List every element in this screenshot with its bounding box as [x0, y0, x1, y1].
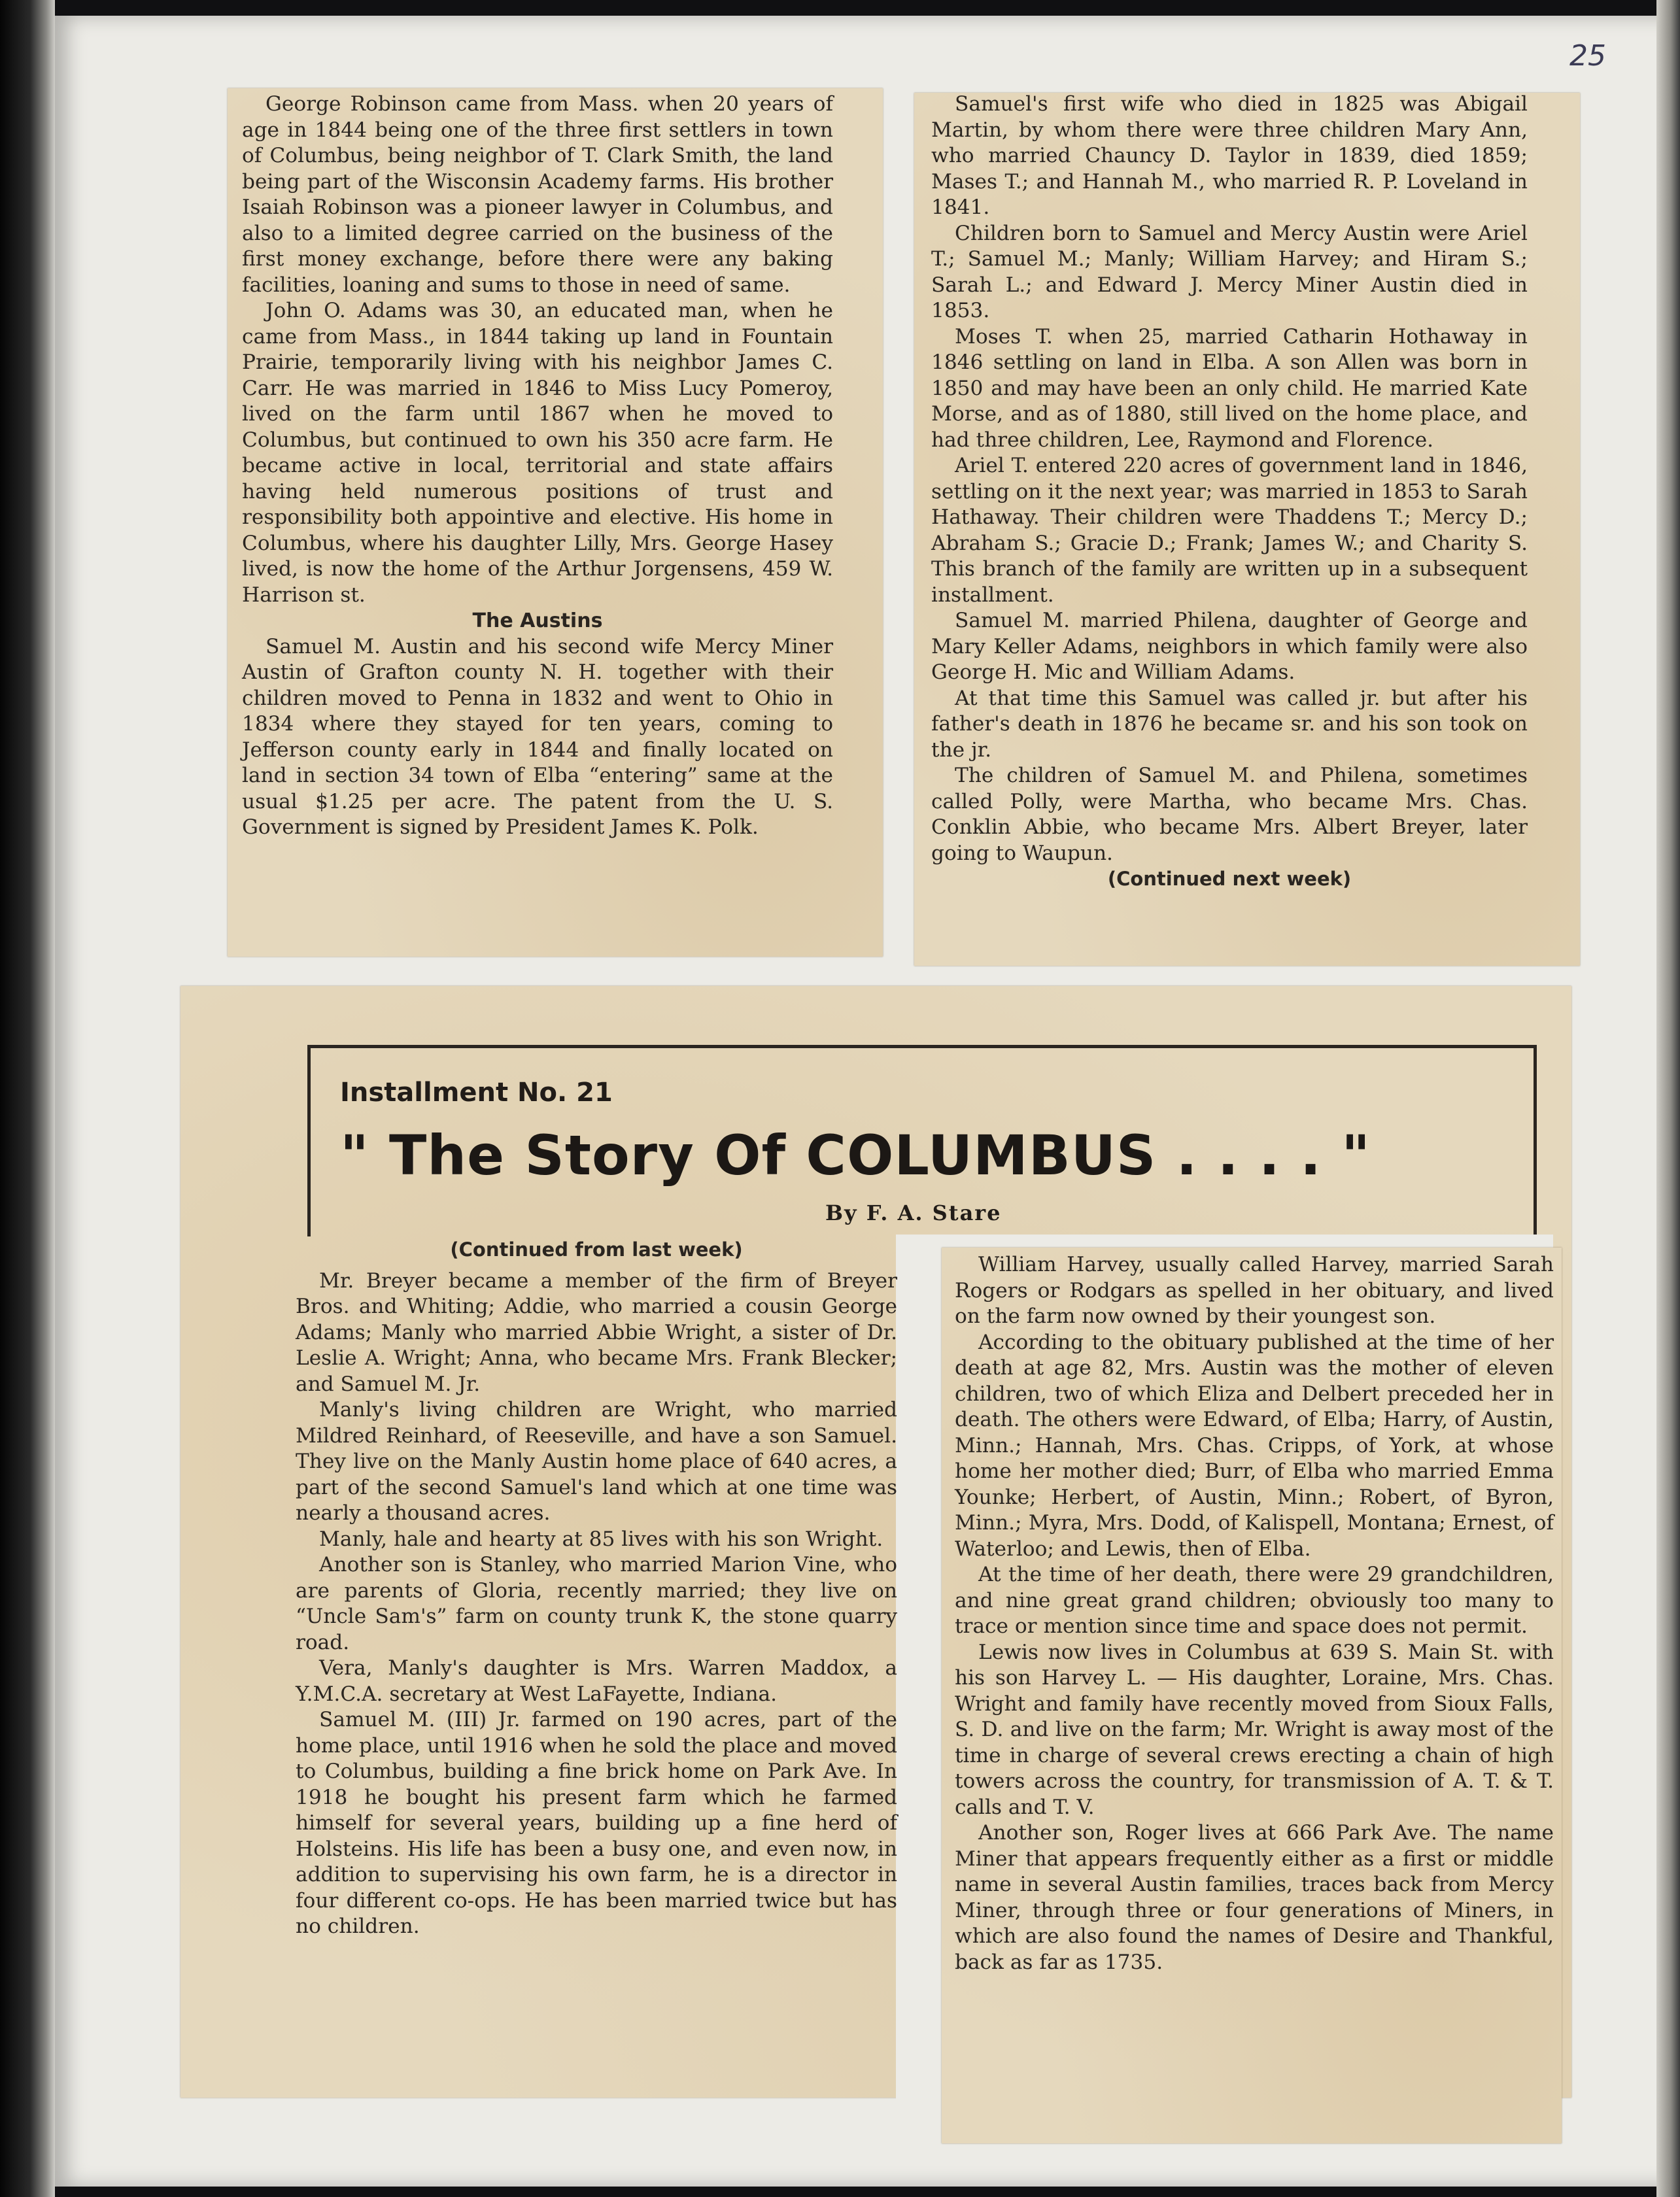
paragraph: According to the obituary published at the time of her death at age 82, Mrs. Austin was the mother of eleven children, two of which Eliza and Delbert preceded her in death. The others were Edward, of Elba; Harry, of Austin, Minn.; Hannah, Mrs. Chas. Cripps, of York, at whose home her mother died; Burr, of Elba who married Emma Younke; Herbert, of Austin, Minn.; Robert, of Byron, Minn.; Myra, Mrs. Dodd, of Kalispell, Montana; Ernest, of Waterloo; and Lewis, then of Elba.: [955, 1330, 1554, 1561]
paragraph: Manly, hale and hearty at 85 lives with his son Wright.: [319, 1527, 883, 1551]
paragraph: Ariel T. entered 220 acres of government land in 1846, settling on it the next year; was married in 1853 to Sarah Hathaway. Their children were Thaddens T.; Mercy D.; Abraham S.; Gracie D.; Frank; James W.; and Charity S. This branch of the family are written up in a subsequent installment.: [931, 454, 1528, 607]
page-number: 25: [1569, 39, 1606, 73]
paragraph: Samuel M. married Philena, daughter of George and Mary Keller Adams, neighbors in which family were also George H. Mic and William Adams.: [931, 609, 1528, 684]
paragraph: William Harvey, usually called Harvey, married Sarah Rogers or Rodgars as spelled in her obituary, and lived on the farm now owned by their youngest son.: [955, 1253, 1554, 1328]
installment-number: Installment No. 21: [340, 1078, 613, 1108]
clipping-installment-text: [296, 1237, 897, 1940]
paragraph: Vera, Manly's daughter is Mrs. Warren Maddox, a Y.M.C.A. secretary at West LaFayette, Indiana.: [296, 1656, 897, 1706]
paragraph: Mr. Breyer became a member of the firm of Breyer Bros. and Whiting; Addie, who married a cousin George Adams; Manly who married Abbie Wright, a sister of Dr. Leslie A. Wright; Anna, who became Mrs. Frank Blecker; and Samuel M. Jr.: [296, 1269, 897, 1396]
article-title: " The Story Of COLUMBUS . . . . ": [340, 1123, 1371, 1187]
continued-from-last-week: (Continued from last week): [450, 1238, 743, 1261]
paragraph: Children born to Samuel and Mercy Austin were Ariel T.; Samuel M.; Manly; William Harvey; and Hiram S.; Sarah L.; and Edward J. Mercy Miner Austin died in 1853.: [931, 221, 1528, 322]
paragraph: Lewis now lives in Columbus at 639 S. Main St. with his son Harvey L. — His daughter, Loraine, Mrs. Chas. Wright and family have recently moved from Sioux Falls, S. D. and live on the farm; Mr. Wright is away most of the time in charge of several crews erecting a chain of high towers across the country, for transmission of A. T. & T. calls and T. V.: [955, 1640, 1554, 1819]
continued-next-week: (Continued next week): [1107, 868, 1352, 890]
subheading: The Austins: [472, 609, 603, 632]
paragraph: George Robinson came from Mass. when 20 years of age in 1844 being one of the three first settlers in town of Columbus, being neighbor of T. Clark Smith, the land being part of the Wisconsin Academy farms. His brother Isaiah Robinson was a pioneer lawyer in Columbus, and also to a limited degree carried on the business of the first money exchange, before there were any baking facilities, loaning and sums to those in need of same.: [242, 92, 833, 297]
book-binding: [0, 0, 55, 2197]
paragraph: John O. Adams was 30, an educated man, when he came from Mass., in 1844 taking up land in Fountain Prairie, temporarily living with his neighbor James C. Carr. He was married in 1846 to Miss Lucy Pomeroy, lived on the farm until 1867 when he moved to Columbus, but continued to own his 350 acre farm. He became active in local, territorial and state affairs having held numerous positions of trust and responsibility both appointive and elective. His home in Columbus, where his daughter Lilly, Mrs. George Hasey lived, is now the home of the Arthur Jorgensens, 459 W. Harrison st.: [242, 299, 833, 607]
clipping-top-left-text: [242, 92, 833, 841]
clipping-top-right-text: [931, 92, 1528, 893]
page-edge: [1656, 0, 1680, 2197]
paragraph: Samuel's first wife who died in 1825 was Abigail Martin, by whom there were three children Mary Ann, who married Chauncy D. Taylor in 1839, died 1859; Mases T.; and Hannah M., who married R. P. Loveland in 1841.: [931, 92, 1528, 219]
byline: By F. A. Stare: [825, 1201, 1002, 1225]
paragraph: Manly's living children are Wright, who married Mildred Reinhard, of Reeseville, and have a son Samuel. They live on the Manly Austin home place of 640 acres, a part of the second Samuel's land which at one time was nearly a thousand acres.: [296, 1398, 897, 1525]
paragraph: Moses T. when 25, married Catharin Hothaway in 1846 settling on land in Elba. A son Allen was born in 1850 and may have been an only child. He married Kate Morse, and as of 1880, still lived on the home place, and had three children, Lee, Raymond and Florence.: [931, 324, 1528, 452]
paragraph: Samuel M. (III) Jr. farmed on 190 acres, part of the home place, until 1916 when he sold the place and moved to Columbus, building a fine brick home on Park Ave. In 1918 he bought his present farm which he farmed himself for several years, building up a fine herd of Holsteins. His life has been a busy one, and even now, in addition to supervising his own farm, he is a director in four different co-ops. He has been married twice but has no children.: [296, 1708, 897, 1938]
paragraph: At that time this Samuel was called jr. but after his father's death in 1876 he became sr. and his son took on the jr.: [931, 686, 1528, 762]
clipping-bottom-right-text: [955, 1252, 1554, 1975]
paragraph: Another son is Stanley, who married Marion Vine, who are parents of Gloria, recently married; they live on “Uncle Sam's” farm on county trunk K, the stone quarry road.: [296, 1553, 897, 1654]
paragraph: At the time of her death, there were 29 grandchildren, and nine great grand children; obviously too many to trace or mention since time and space does not permit.: [955, 1563, 1554, 1638]
paragraph: The children of Samuel M. and Philena, sometimes called Polly, were Martha, who became Mrs. Chas. Conklin Abbie, who became Mrs. Albert Breyer, later going to Waupun.: [931, 764, 1528, 865]
paragraph: Samuel M. Austin and his second wife Mercy Miner Austin of Grafton county N. H. together with their children moved to Penna in 1832 and went to Ohio in 1834 where they stayed for ten years, coming to Jefferson county early in 1844 and finally located on land in section 34 town of Elba “entering” same at the usual $1.25 per acre. The patent from the U. S. Government is signed by President James K. Polk.: [242, 634, 833, 839]
paragraph: Another son, Roger lives at 666 Park Ave. The name Miner that appears frequently either as a first or middle name in several Austin families, traces back from Mercy Miner, through three or four generations of Miners, in which are also found the names of Desire and Thankful, back as far as 1735.: [955, 1821, 1554, 1974]
